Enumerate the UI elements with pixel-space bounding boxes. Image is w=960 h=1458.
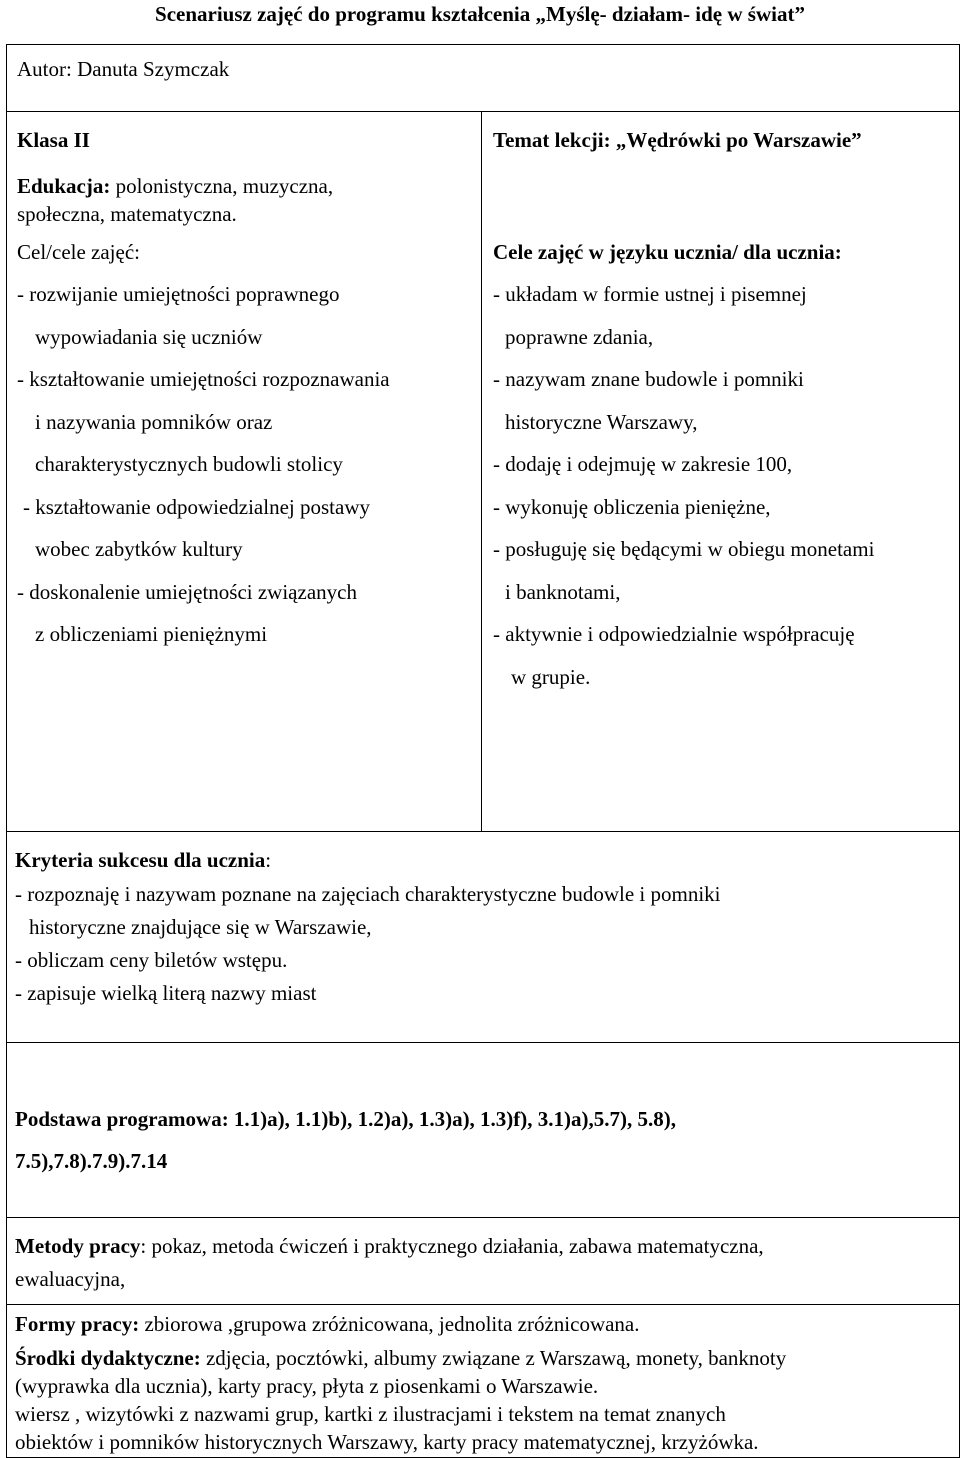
goal-line: i nazywania pomników oraz bbox=[35, 410, 273, 434]
methods-value-2: ewaluacyjna, bbox=[15, 1267, 126, 1291]
education-line bbox=[17, 174, 333, 199]
goal-line: wypowiadania się uczniów bbox=[35, 325, 263, 349]
criteria-box bbox=[6, 831, 960, 1043]
curriculum-line-2: 7.5),7.8).7.9).7.14 bbox=[15, 1149, 168, 1173]
student-goal-line: - wykonuję obliczenia pieniężne, bbox=[493, 495, 771, 519]
student-goal-line: - dodaję i odejmuję w zakresie 100, bbox=[493, 452, 793, 476]
aids-line: obiektów i pomników historycznych Warszawy, karty pracy matematycznej, krzyżówka. bbox=[15, 1430, 759, 1454]
curriculum-box bbox=[6, 1042, 960, 1218]
curriculum-line-1: Podstawa programowa: 1.1)a), 1.1)b), 1.2)a), 1.3)a), 1.3)f), 3.1)a),5.7), 5.8), bbox=[15, 1107, 677, 1131]
author-box bbox=[6, 44, 960, 112]
forms-line bbox=[15, 1312, 640, 1337]
forms-value: zbiorowa ,grupowa zróżnicowana, jednolita zróżnicowana. bbox=[139, 1312, 640, 1336]
aids-line: (wyprawka dla ucznia), karty pracy, płyta z piosenkami o Warszawie. bbox=[15, 1374, 599, 1398]
criteria-heading: Kryteria sukcesu dla ucznia bbox=[15, 848, 266, 872]
goal-line: - doskonalenie umiejętności związanych bbox=[17, 580, 357, 604]
document-title: Scenariusz zajęć do programu kształcenia „Myślę- działam- idę w świat” bbox=[155, 2, 805, 26]
goal-line: charakterystycznych budowli stolicy bbox=[35, 452, 343, 476]
criteria-line: - obliczam ceny biletów wstępu. bbox=[15, 948, 288, 972]
aids-line: wiersz , wizytówki z nazwami grup, kartki z ilustracjami i tekstem na temat znanych bbox=[15, 1402, 726, 1426]
aids-value: zdjęcia, pocztówki, albumy związane z Warszawą, monety, banknoty bbox=[200, 1346, 787, 1370]
methods-box bbox=[6, 1217, 960, 1458]
student-goal-line: poprawne zdania, bbox=[505, 325, 654, 349]
goal-line: - kształtowanie umiejętności rozpoznawania bbox=[17, 367, 390, 391]
student-goal-line: historyczne Warszawy, bbox=[505, 410, 698, 434]
student-goal-line: - nazywam znane budowle i pomniki bbox=[493, 367, 804, 391]
author-text: Autor: Danuta Szymczak bbox=[17, 57, 230, 81]
section-divider bbox=[7, 1304, 959, 1305]
criteria-heading-line bbox=[15, 848, 271, 873]
lesson-topic: Temat lekcji: „Wędrówki po Warszawie” bbox=[493, 128, 862, 152]
aids-line bbox=[15, 1346, 786, 1371]
column-divider bbox=[481, 112, 482, 832]
student-goals-heading: Cele zajęć w języku ucznia/ dla ucznia: bbox=[493, 240, 842, 264]
goal-line: wobec zabytków kultury bbox=[35, 537, 243, 561]
goals-heading: Cel/cele zajęć: bbox=[17, 240, 140, 264]
goals-table bbox=[6, 111, 960, 832]
student-goal-line: - posługuję się będącymi w obiegu monetami bbox=[493, 537, 875, 561]
goal-line: z obliczeniami pieniężnymi bbox=[35, 622, 268, 646]
goal-line: - rozwijanie umiejętności poprawnego bbox=[17, 282, 340, 306]
education-value: polonistyczna, muzyczna, bbox=[110, 174, 334, 198]
criteria-line: historyczne znajdujące się w Warszawie, bbox=[29, 915, 372, 939]
methods-value: : pokaz, metoda ćwiczeń i praktycznego działania, zabawa matematyczna, bbox=[140, 1234, 764, 1258]
aids-label: Środki dydaktyczne: bbox=[15, 1346, 201, 1370]
forms-label: Formy pracy: bbox=[15, 1312, 140, 1336]
education-value-2: społeczna, matematyczna. bbox=[17, 202, 237, 226]
class-label: Klasa II bbox=[17, 128, 90, 152]
student-goal-line: i banknotami, bbox=[505, 580, 621, 604]
methods-label: Metody pracy bbox=[15, 1234, 141, 1258]
criteria-colon: : bbox=[265, 848, 272, 872]
goal-line: - kształtowanie odpowiedzialnej postawy bbox=[23, 495, 370, 519]
student-goal-line: - aktywnie i odpowiedzialnie współpracuję bbox=[493, 622, 855, 646]
student-goal-line: - układam w formie ustnej i pisemnej bbox=[493, 282, 807, 306]
student-goal-line: w grupie. bbox=[511, 665, 591, 689]
methods-line bbox=[15, 1234, 764, 1259]
education-label: Edukacja: bbox=[17, 174, 111, 198]
criteria-line: - rozpoznaję i nazywam poznane na zajęciach charakterystyczne budowle i pomniki bbox=[15, 882, 721, 906]
criteria-line: - zapisuje wielką literą nazwy miast bbox=[15, 981, 317, 1005]
